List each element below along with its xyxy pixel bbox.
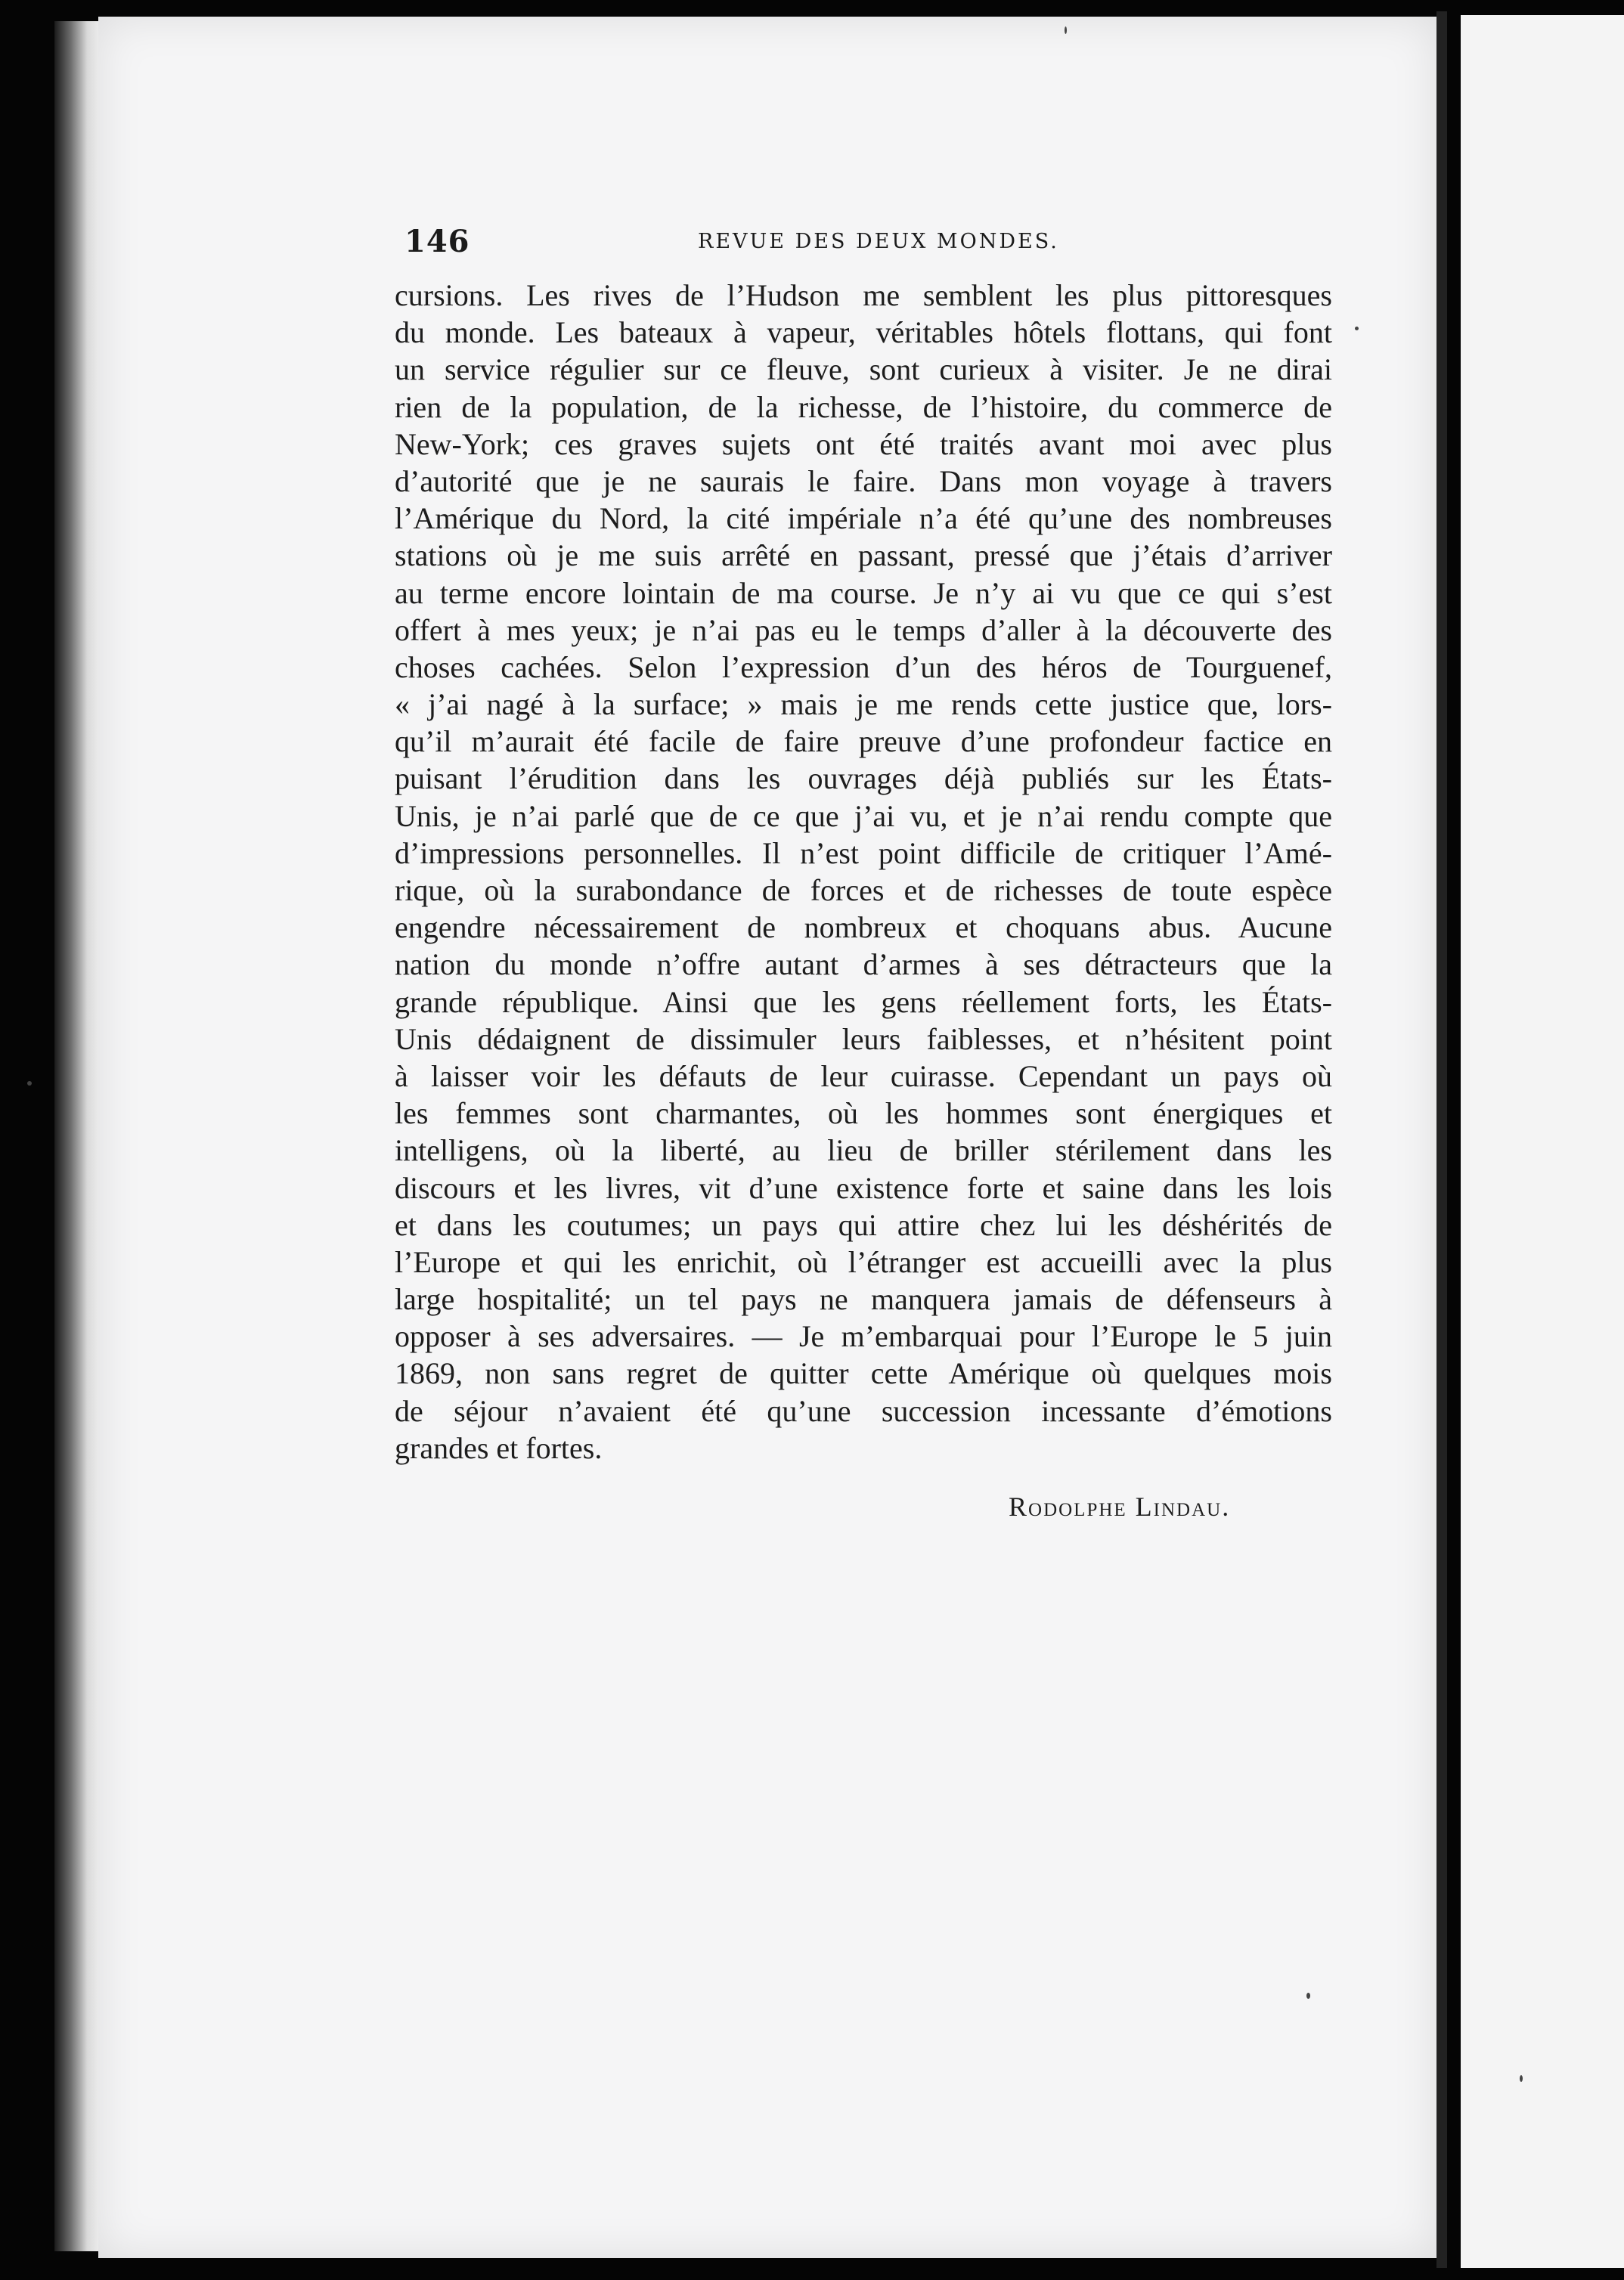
text-line: nation du monde n’offre autant d’armes à ses détracteurs que la — [395, 947, 1332, 982]
text-line: du monde. Les bateaux à vapeur, véritables hôtels flottans, qui font — [395, 315, 1332, 350]
text-line: les femmes sont charmantes, où les hommes sont énergiques et — [395, 1096, 1332, 1131]
text-line: d’impressions personnelles. Il n’est point difficile de critiquer l’Amé- — [395, 835, 1332, 870]
body-text — [395, 277, 1332, 1467]
text-line: qu’il m’aurait été facile de faire preuve d’une profondeur factice en — [395, 724, 1332, 759]
text-line: grande république. Ainsi que les gens réellement forts, les États- — [395, 984, 1332, 1019]
dust-speck — [1065, 26, 1067, 34]
text-line: opposer à ses adversaires. — Je m’embarquai pour l’Europe le 5 juin — [395, 1319, 1332, 1354]
text-line: Unis, je n’ai parlé que de ce que j’ai vu, et je n’ai rendu compte que — [395, 798, 1332, 833]
text-line: « j’ai nagé à la surface; » mais je me rends cette justice que, lors- — [395, 687, 1332, 722]
text-line: rien de la population, de la richesse, de l’histoire, du commerce de — [395, 389, 1332, 424]
text-line: large hospitalité; un tel pays ne manquera jamais de défenseurs à — [395, 1282, 1332, 1317]
text-line: puisant l’érudition dans les ouvrages déjà publiés sur les États- — [395, 761, 1332, 796]
text-line: d’autorité que je ne saurais le faire. Dans mon voyage à travers — [395, 463, 1332, 498]
text-line: New-York; ces graves sujets ont été traités avant moi avec plus — [395, 426, 1332, 461]
text-line: l’Amérique du Nord, la cité impériale n’a été qu’une des nombreuses — [395, 501, 1332, 536]
text-line: et dans les coutumes; un pays qui attire chez lui les déshérités de — [395, 1207, 1332, 1242]
dust-speck — [1306, 1993, 1310, 1999]
running-title: REVUE DES DEUX MONDES. — [698, 230, 1059, 253]
text-line: stations où je me suis arrêté en passant, pressé que j’étais d’arriver — [395, 538, 1332, 573]
text-line: engendre nécessairement de nombreux et choquans abus. Aucune — [395, 910, 1332, 945]
text-line: rique, où la surabondance de forces et de richesses de toute espèce — [395, 873, 1332, 907]
dust-speck — [27, 1081, 32, 1086]
text-line: cursions. Les rives de l’Hudson me semblent les plus pittoresques — [395, 278, 1332, 312]
text-line: l’Europe et qui les enrichit, où l’étranger est accueilli avec la plus — [395, 1244, 1332, 1279]
dust-speck — [1355, 327, 1359, 330]
text-line: choses cachées. Selon l’expression d’un des héros de Tourguenef, — [395, 649, 1332, 684]
text-line: un service régulier sur ce fleuve, sont curieux à visiter. Je ne dirai — [395, 352, 1332, 387]
page-header — [404, 224, 1334, 269]
dust-speck — [1520, 2075, 1523, 2082]
page-number: 146 — [404, 224, 470, 259]
text-line: intelligens, où la liberté, au lieu de briller stérilement dans les — [395, 1133, 1332, 1168]
page-right-edge — [1436, 11, 1447, 2268]
text-line: grandes et fortes. — [395, 1430, 603, 1465]
text-line: discours et les livres, vit d’une existence forte et saine dans les lois — [395, 1170, 1332, 1205]
author-signature: Rodolphe Lindau. — [1009, 1492, 1231, 1522]
next-page-leaf — [1461, 15, 1624, 2268]
book-binding-edge — [54, 21, 101, 2251]
text-line: de séjour n’avaient été qu’une succession incessante d’émotions — [395, 1393, 1332, 1428]
text-line: au terme encore lointain de ma course. Je n’y ai vu que ce qui s’est — [395, 575, 1332, 610]
text-line: Unis dédaignent de dissimuler leurs faiblesses, et n’hésitent point — [395, 1021, 1332, 1056]
text-line: offert à mes yeux; je n’ai pas eu le temps d’aller à la découverte des — [395, 612, 1332, 647]
text-line: 1869, non sans regret de quitter cette Amérique où quelques mois — [395, 1356, 1332, 1391]
text-line: à laisser voir les défauts de leur cuirasse. Cependant un pays où — [395, 1058, 1332, 1093]
